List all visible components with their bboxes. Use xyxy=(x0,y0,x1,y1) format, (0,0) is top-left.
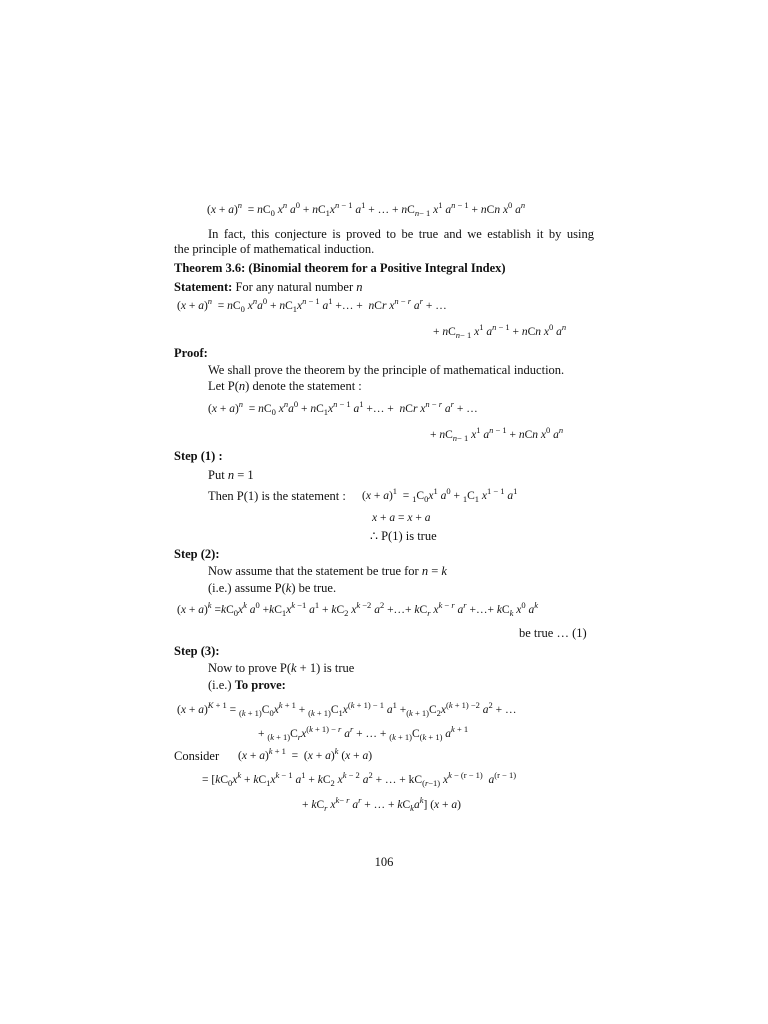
intro-formula: $(x + a)^n = nC_0$ $x^n$ $a^0 + nC_1x^{n - 1}$ $a^1$ + … + $nC_{n- 1}$ $x^1$ $a^{n - 1}$ + nCn $x^0$ $a^n$ xyxy=(207,200,526,218)
step-2-formula: $(x + a)^k =kC_0x^k$ $a^0 +kC_1x^{k -1}$ $a^1 + kC_2$ $x^{k -2}$ $a^2$ +…+ $kC_r$ $x^{k - r}$ $a^r$ +…+ $kC_k$ $x^0$ $a^k$ xyxy=(177,600,539,618)
step-1-put: Put n = 1 xyxy=(208,468,254,482)
step-2-tail: be true … (1) xyxy=(519,626,587,640)
step-3-formula-line-2: + $_{(k + 1)}C_rx^{(k + 1) - r}$ $a^r$ + … + $_{(k + 1)}C_{(k + 1)}$ $a^{k + 1}$ xyxy=(258,724,469,742)
step-3-line-2: (i.e.) To prove: xyxy=(208,678,286,692)
statement-text: For any natural number n xyxy=(232,280,363,294)
expansion-line-2: + $kC_r$ $x^{k- r}$ $a^r$ + … + $kC_ka^k$] (x + a) xyxy=(302,795,461,813)
step-3-line-1: Now to prove P(k + 1) is true xyxy=(208,661,355,675)
step-1-formula: $(x + a)^1 = _1C_0x^1$ $a^0 + _1C_1$ $x^{1 - 1}$ $a^1$ xyxy=(362,486,518,504)
statement-formula-line-1: $(x + a)^n = nC_0$ $x^na^0 + nC_1x^{n - 1}$ $a^1$ +… + nCr $x^{n - r}$ $a^r$ + … xyxy=(177,296,447,314)
intro-paragraph-line-1: In fact, this conjecture is proved to be true and we establish it by using xyxy=(208,227,594,241)
consider-label: Consider xyxy=(174,749,220,763)
step-1-conclusion: ∴ P(1) is true xyxy=(370,529,437,543)
proof-formula-line-1: $(x + a)^n = nC_0$ $x^na^0 + nC_1x^{n - 1}$ $a^1$ +… + nCr $x^{n - r}$ $a^r$ + … xyxy=(208,399,478,417)
consider-formula: $(x + a)^{k + 1} = (x + a)^k$ (x + a) xyxy=(238,746,373,762)
proof-line-1: We shall prove the theorem by the principle of mathematical induction. xyxy=(208,363,565,377)
step-2-line-1: Now assume that the statement be true for n = k xyxy=(208,564,447,578)
step-3-formula-line-1: $(x + a)^{K + 1} = _{(k + 1)}C_0x^{k + 1} + _{(k + 1)}C_1x^{(k + 1) - 1}$ $a^1 +_{(k + 1)}C_2x^{(k + 1) -2}$ $a^2$ + … xyxy=(177,700,517,718)
step-1-result: x + a = x + a xyxy=(372,512,431,524)
proof-formula-line-2: + $nC_{n- 1}$ $x^1$ $a^{n - 1}$ + nCn $x^0$ $a^n$ xyxy=(430,425,564,443)
statement-line xyxy=(174,279,363,295)
proof-line-2: Let P(n) denote the statement : xyxy=(208,379,362,393)
statement-label: Statement: xyxy=(174,280,233,294)
theorem-heading: Theorem 3.6: (Binomial theorem for a Positive Integral Index) xyxy=(174,261,506,275)
step-1-then: Then P(1) is the statement : xyxy=(208,489,346,503)
step-2-label: Step (2): xyxy=(174,547,220,561)
page-number: 106 xyxy=(374,855,394,869)
intro-paragraph-line-2: the principle of mathematical induction. xyxy=(174,242,375,256)
step-1-label: Step (1) : xyxy=(174,449,223,463)
step-2-line-2: (i.e.) assume P(k) be true. xyxy=(208,581,337,595)
step-3-label: Step (3): xyxy=(174,644,220,658)
expansion-line-1: = [$kC_0x^k + kC_1x^{k - 1}$ $a^1 + kC_2$ $x^{k - 2}$ $a^2$ + … + $kC_{(r-1)}$ $x^{k - (r - 1)}$ $a^{(r - 1)}$ xyxy=(202,770,517,788)
proof-label: Proof: xyxy=(174,346,208,360)
to-prove-label: To prove: xyxy=(234,678,286,692)
statement-formula-line-2: + $nC_{n- 1}$ $x^1$ $a^{n - 1}$ + nCn $x^0$ $a^n$ xyxy=(433,322,567,340)
